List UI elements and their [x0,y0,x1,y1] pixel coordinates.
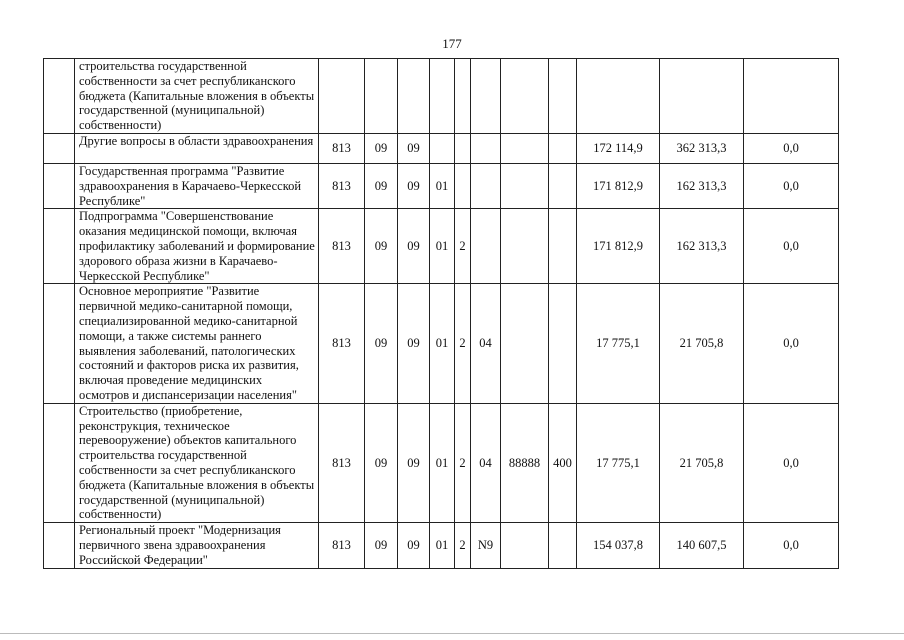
amount-year-2 [660,59,744,134]
col-subsection: 09 [398,403,430,522]
row-name: Другие вопросы в области здравоохранения [75,133,319,163]
col-program: 01 [430,209,455,284]
col-expense-type [549,133,577,163]
col-admin-code: 813 [319,163,365,208]
col-subsection: 09 [398,523,430,568]
amount-year-3: 0,0 [744,133,839,163]
amount-year-3: 0,0 [744,523,839,568]
row-number-cell [44,133,75,163]
col-expense-type [549,59,577,134]
amount-year-2: 21 705,8 [660,284,744,403]
col-activity: N9 [471,523,501,568]
col-expense-type [549,163,577,208]
row-name: строительства государственной собственности за счет республиканского бюджета (Капитальные вложения в объекты государственной (муниципальной) собственности) [75,59,319,134]
amount-year-2: 162 313,3 [660,163,744,208]
col-admin-code: 813 [319,403,365,522]
amount-year-1: 171 812,9 [577,209,660,284]
col-activity [471,59,501,134]
col-direction [501,209,549,284]
row-number-cell [44,59,75,134]
scan-edge-line [0,633,904,634]
col-section [365,59,398,134]
col-direction [501,523,549,568]
col-program [430,59,455,134]
amount-year-3: 0,0 [744,209,839,284]
col-direction [501,284,549,403]
col-subprogram [455,133,471,163]
col-section: 09 [365,403,398,522]
col-activity: 04 [471,403,501,522]
page-number: 177 [442,36,462,51]
col-expense-type [549,523,577,568]
col-subsection: 09 [398,209,430,284]
row-name: Подпрограмма "Совершенствование оказания медицинской помощи, включая профилактику заболеваний и формирование здорового образа жизни в Карачаево-Черкесской Республике" [75,209,319,284]
row-number-cell [44,209,75,284]
amount-year-3 [744,59,839,134]
amount-year-1: 17 775,1 [577,403,660,522]
col-program: 01 [430,163,455,208]
table-row [44,59,839,134]
col-admin-code: 813 [319,284,365,403]
col-subprogram: 2 [455,284,471,403]
row-name: Строительство (приобретение, реконструкция, техническое перевооружение) объектов капитального строительства государственной собственности за счет республиканского бюджета (Капитальные вложения в объекты государственной (муниципальной) собственности) [75,403,319,522]
row-name: Основное мероприятие "Развитие первичной медико-санитарной помощи, специализированной медико-санитарной помощи, а также системы раннего выявления заболеваний, патологических состояний и факторов риска их развития, включая проведение медицинских осмотров и диспансеризации населения" [75,284,319,403]
table-row [44,133,839,163]
col-activity [471,163,501,208]
col-subsection: 09 [398,133,430,163]
amount-year-1: 172 114,9 [577,133,660,163]
table-row [44,284,839,403]
col-program [430,133,455,163]
row-number-cell [44,284,75,403]
col-program: 01 [430,284,455,403]
col-activity: 04 [471,284,501,403]
amount-year-3: 0,0 [744,163,839,208]
col-section: 09 [365,523,398,568]
amount-year-3: 0,0 [744,284,839,403]
col-direction [501,163,549,208]
col-expense-type [549,284,577,403]
col-section: 09 [365,163,398,208]
amount-year-2: 362 313,3 [660,133,744,163]
col-admin-code [319,59,365,134]
col-program: 01 [430,523,455,568]
col-admin-code: 813 [319,133,365,163]
col-expense-type: 400 [549,403,577,522]
col-program: 01 [430,403,455,522]
col-subprogram [455,163,471,208]
col-direction [501,59,549,134]
amount-year-2: 140 607,5 [660,523,744,568]
budget-table [43,58,839,569]
amount-year-3: 0,0 [744,403,839,522]
col-expense-type [549,209,577,284]
amount-year-1: 17 775,1 [577,284,660,403]
amount-year-1 [577,59,660,134]
amount-year-1: 171 812,9 [577,163,660,208]
table-row [44,163,839,208]
col-subprogram [455,59,471,134]
table-row [44,403,839,522]
col-activity [471,133,501,163]
col-direction: 88888 [501,403,549,522]
col-direction [501,133,549,163]
col-subsection: 09 [398,163,430,208]
col-admin-code: 813 [319,209,365,284]
amount-year-2: 162 313,3 [660,209,744,284]
col-subsection [398,59,430,134]
col-subprogram: 2 [455,403,471,522]
row-name: Государственная программа "Развитие здравоохранения в Карачаево-Черкесской Республике" [75,163,319,208]
row-name: Региональный проект "Модернизация первичного звена здравоохранения Российской Федерации" [75,523,319,568]
row-number-cell [44,403,75,522]
col-admin-code: 813 [319,523,365,568]
table-row [44,209,839,284]
col-section: 09 [365,133,398,163]
row-number-cell [44,163,75,208]
table-row [44,523,839,568]
amount-year-1: 154 037,8 [577,523,660,568]
row-number-cell [44,523,75,568]
col-activity [471,209,501,284]
col-subsection: 09 [398,284,430,403]
col-section: 09 [365,284,398,403]
amount-year-2: 21 705,8 [660,403,744,522]
col-section: 09 [365,209,398,284]
col-subprogram: 2 [455,209,471,284]
col-subprogram: 2 [455,523,471,568]
